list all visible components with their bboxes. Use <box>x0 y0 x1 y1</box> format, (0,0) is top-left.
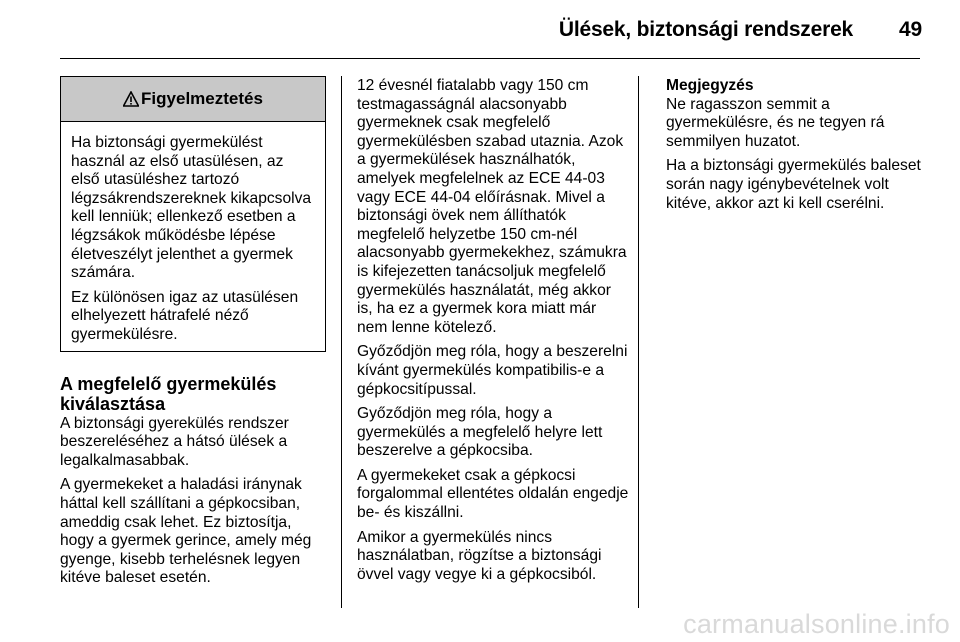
header-rule <box>60 58 920 59</box>
warning-header <box>61 77 325 121</box>
column-3 <box>666 77 928 219</box>
body-paragraph: Győződjön meg róla, hogy a beszerelni kívánt gyermekülés kompatibilis-e a gépkocsitípussal. <box>357 343 628 398</box>
column-divider <box>638 76 639 608</box>
body-paragraph: Győződjön meg róla, hogy a gyermekülés a megfelelő helyre lett beszerelve a gépkocsiba. <box>357 405 603 460</box>
warning-triangle-icon <box>123 91 139 107</box>
note-paragraph: Ha a biztonsági gyermekülés baleset során nagy igénybevételnek volt kitéve, akkor azt ki kell cserélni. <box>666 157 921 212</box>
body-paragraph: A gyermekeket csak a gépkocsi forgalommal ellentétes oldalán engedje be- és kiszállni. <box>357 466 629 522</box>
warning-body <box>61 121 325 345</box>
warning-title: Figyelmeztetés <box>141 88 263 108</box>
column-divider <box>341 76 342 608</box>
page-number: 49 <box>899 18 922 41</box>
column-2 <box>357 77 629 590</box>
page-title: Ülések, biztonsági rendszerek <box>558 18 854 41</box>
body-paragraph: A gyermekeket a haladási iránynak háttal kell szállítani a gépkocsiban, ameddig csak lehet. Ez biztosítja, hogy a gyermek gerince, amely még gyenge, kisebb terhelésnek legyen kitéve baleset esetén. <box>60 476 312 587</box>
note-paragraph: Ne ragasszon semmit a gyermekülésre, és ne tegyen rá semmilyen huzatot. <box>666 95 885 150</box>
warning-paragraph: Ez különösen igaz az utasülésen elhelyezett hátrafelé néző gyermekülésre. <box>71 288 299 343</box>
page-header <box>559 18 922 42</box>
body-paragraph: A biztonsági gyerekülés rendszer beszereléséhez a hátsó ülések a legalkalmasabbak. <box>60 414 289 469</box>
section-heading: A megfelelő gyermekülés kiválasztása <box>60 373 277 414</box>
column-1 <box>60 76 326 594</box>
note-title: Megjegyzés <box>666 77 754 94</box>
warning-paragraph: Ha biztonsági gyermekülést használ az első utasülésen, az első utasüléshez tartozó légzsákrendszereknek kikapcsolva kell lenniük; ellenkező esetben a légzsákok működésbe lépése életveszélyt jelenthet a gyermek számára. <box>71 134 312 282</box>
body-paragraph: Amikor a gyermekülés nincs használatban, rögzítse a biztonsági övvel vagy vegye ki a gépkocsiból. <box>357 528 602 583</box>
watermark: carmanualsonline.info <box>683 609 950 639</box>
body-paragraph: 12 évesnél fiatalabb vagy 150 cm testmagasságnál alacsonyabb gyermeknek csak megfelelő gyermekülésben szabad utaznia. Azok a gyermekülések használhatók, amelyek megfelelnek az ECE 44-03 vagy ECE 44-04 előírásnak. Mivel a biztonsági övek nem állíthatók megfelelő helyzetbe 150 cm-nél alacsonyabb gyermekekhez, számukra is kifejezetten tanácsoljuk megfelelő gyermekülés használatát, még akkor is, ha ez a gyermek kora miatt már nem lenne kötelező. <box>357 77 627 336</box>
warning-box <box>60 76 326 352</box>
